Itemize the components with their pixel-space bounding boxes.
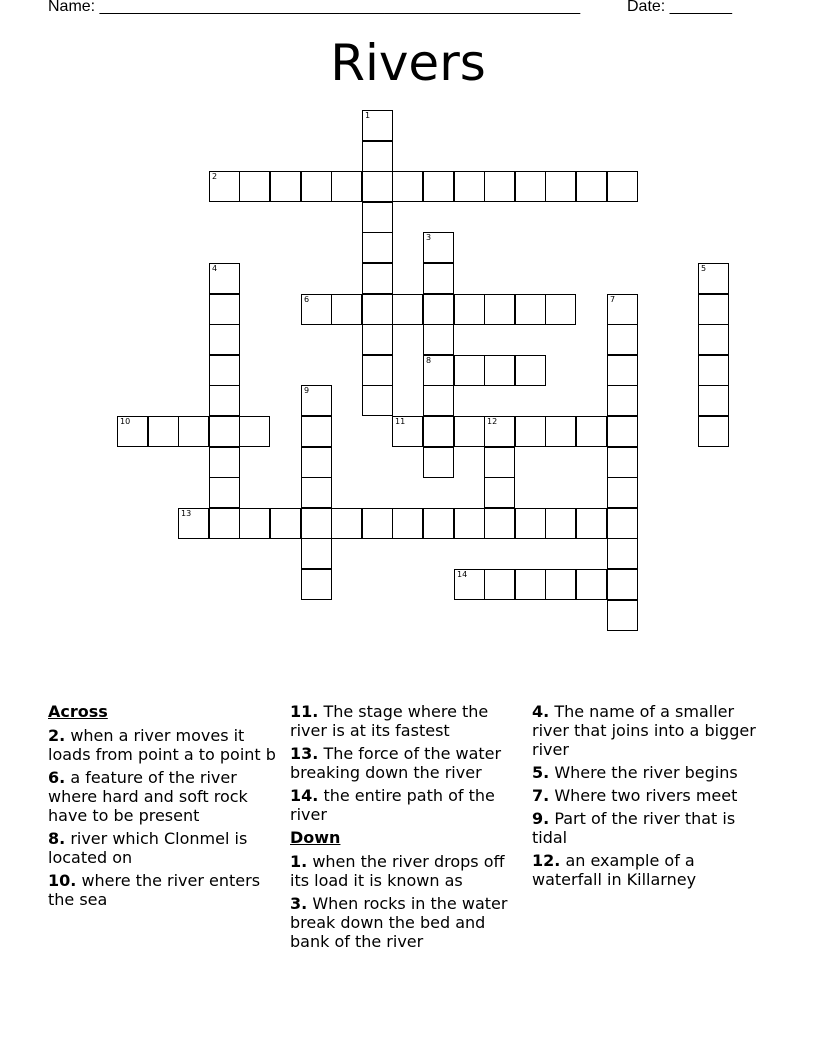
grid-cell[interactable] bbox=[362, 508, 393, 539]
grid-cell[interactable] bbox=[301, 385, 332, 416]
grid-cell[interactable] bbox=[454, 171, 485, 202]
grid-cell[interactable] bbox=[362, 202, 393, 233]
grid-cell[interactable] bbox=[484, 416, 515, 447]
grid-cell[interactable] bbox=[301, 538, 332, 569]
grid-cell[interactable] bbox=[423, 385, 454, 416]
date-field[interactable]: Date: _______ bbox=[627, 0, 732, 15]
clue-number-label: 6 bbox=[304, 295, 310, 304]
grid-cell[interactable] bbox=[239, 171, 270, 202]
across-heading: Across bbox=[48, 702, 108, 721]
grid-cell[interactable] bbox=[362, 385, 393, 416]
grid-cell[interactable] bbox=[607, 538, 638, 569]
grid-cell[interactable] bbox=[301, 508, 332, 539]
grid-cell[interactable] bbox=[301, 569, 332, 600]
clue-down-4: 4. The name of a smaller river that joins into a bigger river bbox=[532, 702, 756, 759]
grid-cell[interactable] bbox=[454, 355, 485, 386]
clue-number-label: 7 bbox=[610, 295, 616, 304]
grid-cell[interactable] bbox=[301, 447, 332, 478]
grid-cell[interactable] bbox=[239, 508, 270, 539]
grid-cell[interactable] bbox=[515, 355, 546, 386]
grid-cell[interactable] bbox=[484, 294, 515, 325]
grid-cell[interactable] bbox=[454, 569, 485, 600]
grid-cell[interactable] bbox=[362, 294, 393, 325]
clue-column-2 bbox=[290, 702, 522, 955]
grid-cell[interactable] bbox=[209, 355, 240, 386]
grid-cell[interactable] bbox=[607, 569, 638, 600]
grid-cell[interactable] bbox=[392, 171, 423, 202]
grid-cell[interactable] bbox=[362, 232, 393, 263]
grid-cell[interactable] bbox=[484, 447, 515, 478]
grid-cell[interactable] bbox=[698, 355, 729, 386]
grid-cell[interactable] bbox=[209, 508, 240, 539]
clue-number-label: 3 bbox=[426, 233, 432, 242]
grid-cell[interactable] bbox=[209, 294, 240, 325]
grid-cell[interactable] bbox=[423, 324, 454, 355]
clue-number-label: 8 bbox=[426, 356, 432, 365]
grid-cell[interactable] bbox=[607, 447, 638, 478]
grid-cell[interactable] bbox=[209, 385, 240, 416]
clue-across-6: 6. a feature of the river where hard and soft rock have to be present bbox=[48, 768, 248, 825]
grid-cell[interactable] bbox=[423, 171, 454, 202]
grid-cell[interactable] bbox=[607, 294, 638, 325]
clue-number-label: 5 bbox=[701, 264, 707, 273]
clue-number-label: 12 bbox=[487, 417, 498, 426]
grid-cell[interactable] bbox=[698, 324, 729, 355]
clue-across-11: 11. The stage where the river is at its fastest bbox=[290, 702, 489, 740]
clue-across-14: 14. the entire path of the river bbox=[290, 786, 495, 824]
grid-cell[interactable] bbox=[576, 569, 607, 600]
grid-cell[interactable] bbox=[454, 508, 485, 539]
clue-across-13: 13. The force of the water breaking down the river bbox=[290, 744, 502, 782]
clue-down-9: 9. Part of the river that is tidal bbox=[532, 809, 736, 847]
grid-cell[interactable] bbox=[362, 263, 393, 294]
grid-cell[interactable] bbox=[576, 171, 607, 202]
clue-across-2: 2. when a river moves it loads from point a to point b bbox=[48, 726, 276, 764]
grid-cell[interactable] bbox=[362, 355, 393, 386]
clue-down-3: 3. When rocks in the water break down the bed and bank of the river bbox=[290, 894, 508, 951]
grid-cell[interactable] bbox=[545, 294, 576, 325]
clue-down-7: 7. Where two rivers meet bbox=[532, 786, 738, 805]
grid-cell[interactable] bbox=[392, 508, 423, 539]
grid-cell[interactable] bbox=[178, 416, 209, 447]
grid-cell[interactable] bbox=[515, 294, 546, 325]
grid-cell[interactable] bbox=[423, 355, 454, 386]
grid-cell[interactable] bbox=[392, 294, 423, 325]
grid-cell[interactable] bbox=[209, 477, 240, 508]
grid-cell[interactable] bbox=[239, 416, 270, 447]
grid-cell[interactable] bbox=[607, 324, 638, 355]
grid-cell[interactable] bbox=[545, 416, 576, 447]
grid-cell[interactable] bbox=[301, 171, 332, 202]
grid-cell[interactable] bbox=[362, 324, 393, 355]
clue-number-label: 4 bbox=[212, 264, 218, 273]
clue-number-label: 2 bbox=[212, 172, 218, 181]
grid-cell[interactable] bbox=[545, 171, 576, 202]
grid-cell[interactable] bbox=[423, 447, 454, 478]
clue-number-label: 1 bbox=[365, 111, 371, 120]
grid-cell[interactable] bbox=[423, 232, 454, 263]
grid-cell[interactable] bbox=[423, 416, 454, 447]
grid-cell[interactable] bbox=[209, 171, 240, 202]
clue-number-label: 10 bbox=[120, 417, 131, 426]
clue-column-3 bbox=[532, 702, 764, 893]
grid-cell[interactable] bbox=[392, 416, 423, 447]
grid-cell[interactable] bbox=[209, 447, 240, 478]
grid-cell[interactable] bbox=[515, 569, 546, 600]
grid-cell[interactable] bbox=[698, 416, 729, 447]
clue-across-10: 10. where the river enters the sea bbox=[48, 871, 261, 909]
grid-cell[interactable] bbox=[362, 141, 393, 172]
grid-cell[interactable] bbox=[301, 416, 332, 447]
clue-number-label: 13 bbox=[181, 509, 192, 518]
grid-cell[interactable] bbox=[484, 477, 515, 508]
grid-cell[interactable] bbox=[484, 569, 515, 600]
grid-cell[interactable] bbox=[423, 294, 454, 325]
grid-cell[interactable] bbox=[545, 569, 576, 600]
page-title: Rivers bbox=[330, 34, 486, 92]
grid-cell[interactable] bbox=[454, 294, 485, 325]
grid-cell[interactable] bbox=[331, 171, 362, 202]
grid-cell[interactable] bbox=[209, 416, 240, 447]
down-heading: Down bbox=[290, 828, 341, 847]
grid-cell[interactable] bbox=[545, 508, 576, 539]
grid-cell[interactable] bbox=[270, 171, 301, 202]
clue-down-12: 12. an example of a waterfall in Killarney bbox=[532, 851, 697, 889]
clue-number-label: 11 bbox=[395, 417, 406, 426]
clue-down-5: 5. Where the river begins bbox=[532, 763, 738, 782]
grid-cell[interactable] bbox=[117, 416, 148, 447]
grid-cell[interactable] bbox=[484, 508, 515, 539]
name-field[interactable]: Name: ______________________________________________________ bbox=[48, 0, 581, 15]
grid-cell[interactable] bbox=[362, 110, 393, 141]
clue-column-1 bbox=[48, 702, 280, 913]
grid-cell[interactable] bbox=[209, 263, 240, 294]
clue-number-label: 14 bbox=[457, 570, 468, 579]
grid-cell[interactable] bbox=[698, 294, 729, 325]
clue-across-8: 8. river which Clonmel is located on bbox=[48, 829, 248, 867]
grid-cell[interactable] bbox=[607, 508, 638, 539]
grid-cell[interactable] bbox=[607, 355, 638, 386]
grid-cell[interactable] bbox=[423, 508, 454, 539]
grid-cell[interactable] bbox=[515, 416, 546, 447]
grid-cell[interactable] bbox=[209, 324, 240, 355]
grid-cell[interactable] bbox=[515, 508, 546, 539]
grid-cell[interactable] bbox=[607, 416, 638, 447]
grid-cell[interactable] bbox=[454, 416, 485, 447]
grid-cell[interactable] bbox=[423, 263, 454, 294]
grid-cell[interactable] bbox=[576, 508, 607, 539]
grid-cell[interactable] bbox=[607, 385, 638, 416]
grid-cell[interactable] bbox=[178, 508, 209, 539]
grid-cell[interactable] bbox=[301, 294, 332, 325]
grid-cell[interactable] bbox=[607, 171, 638, 202]
grid-cell[interactable] bbox=[698, 385, 729, 416]
clue-number-label: 9 bbox=[304, 386, 310, 395]
grid-cell[interactable] bbox=[270, 508, 301, 539]
grid-cell[interactable] bbox=[148, 416, 179, 447]
grid-cell[interactable] bbox=[576, 416, 607, 447]
grid-cell[interactable] bbox=[515, 171, 546, 202]
grid-cell[interactable] bbox=[331, 294, 362, 325]
grid-cell[interactable] bbox=[484, 171, 515, 202]
grid-cell[interactable] bbox=[362, 171, 393, 202]
grid-cell[interactable] bbox=[607, 477, 638, 508]
grid-cell[interactable] bbox=[301, 477, 332, 508]
grid-cell[interactable] bbox=[607, 600, 638, 631]
grid-cell[interactable] bbox=[484, 355, 515, 386]
grid-cell[interactable] bbox=[698, 263, 729, 294]
grid-cell[interactable] bbox=[331, 508, 362, 539]
clue-down-1: 1. when the river drops off its load it is known as bbox=[290, 852, 505, 890]
